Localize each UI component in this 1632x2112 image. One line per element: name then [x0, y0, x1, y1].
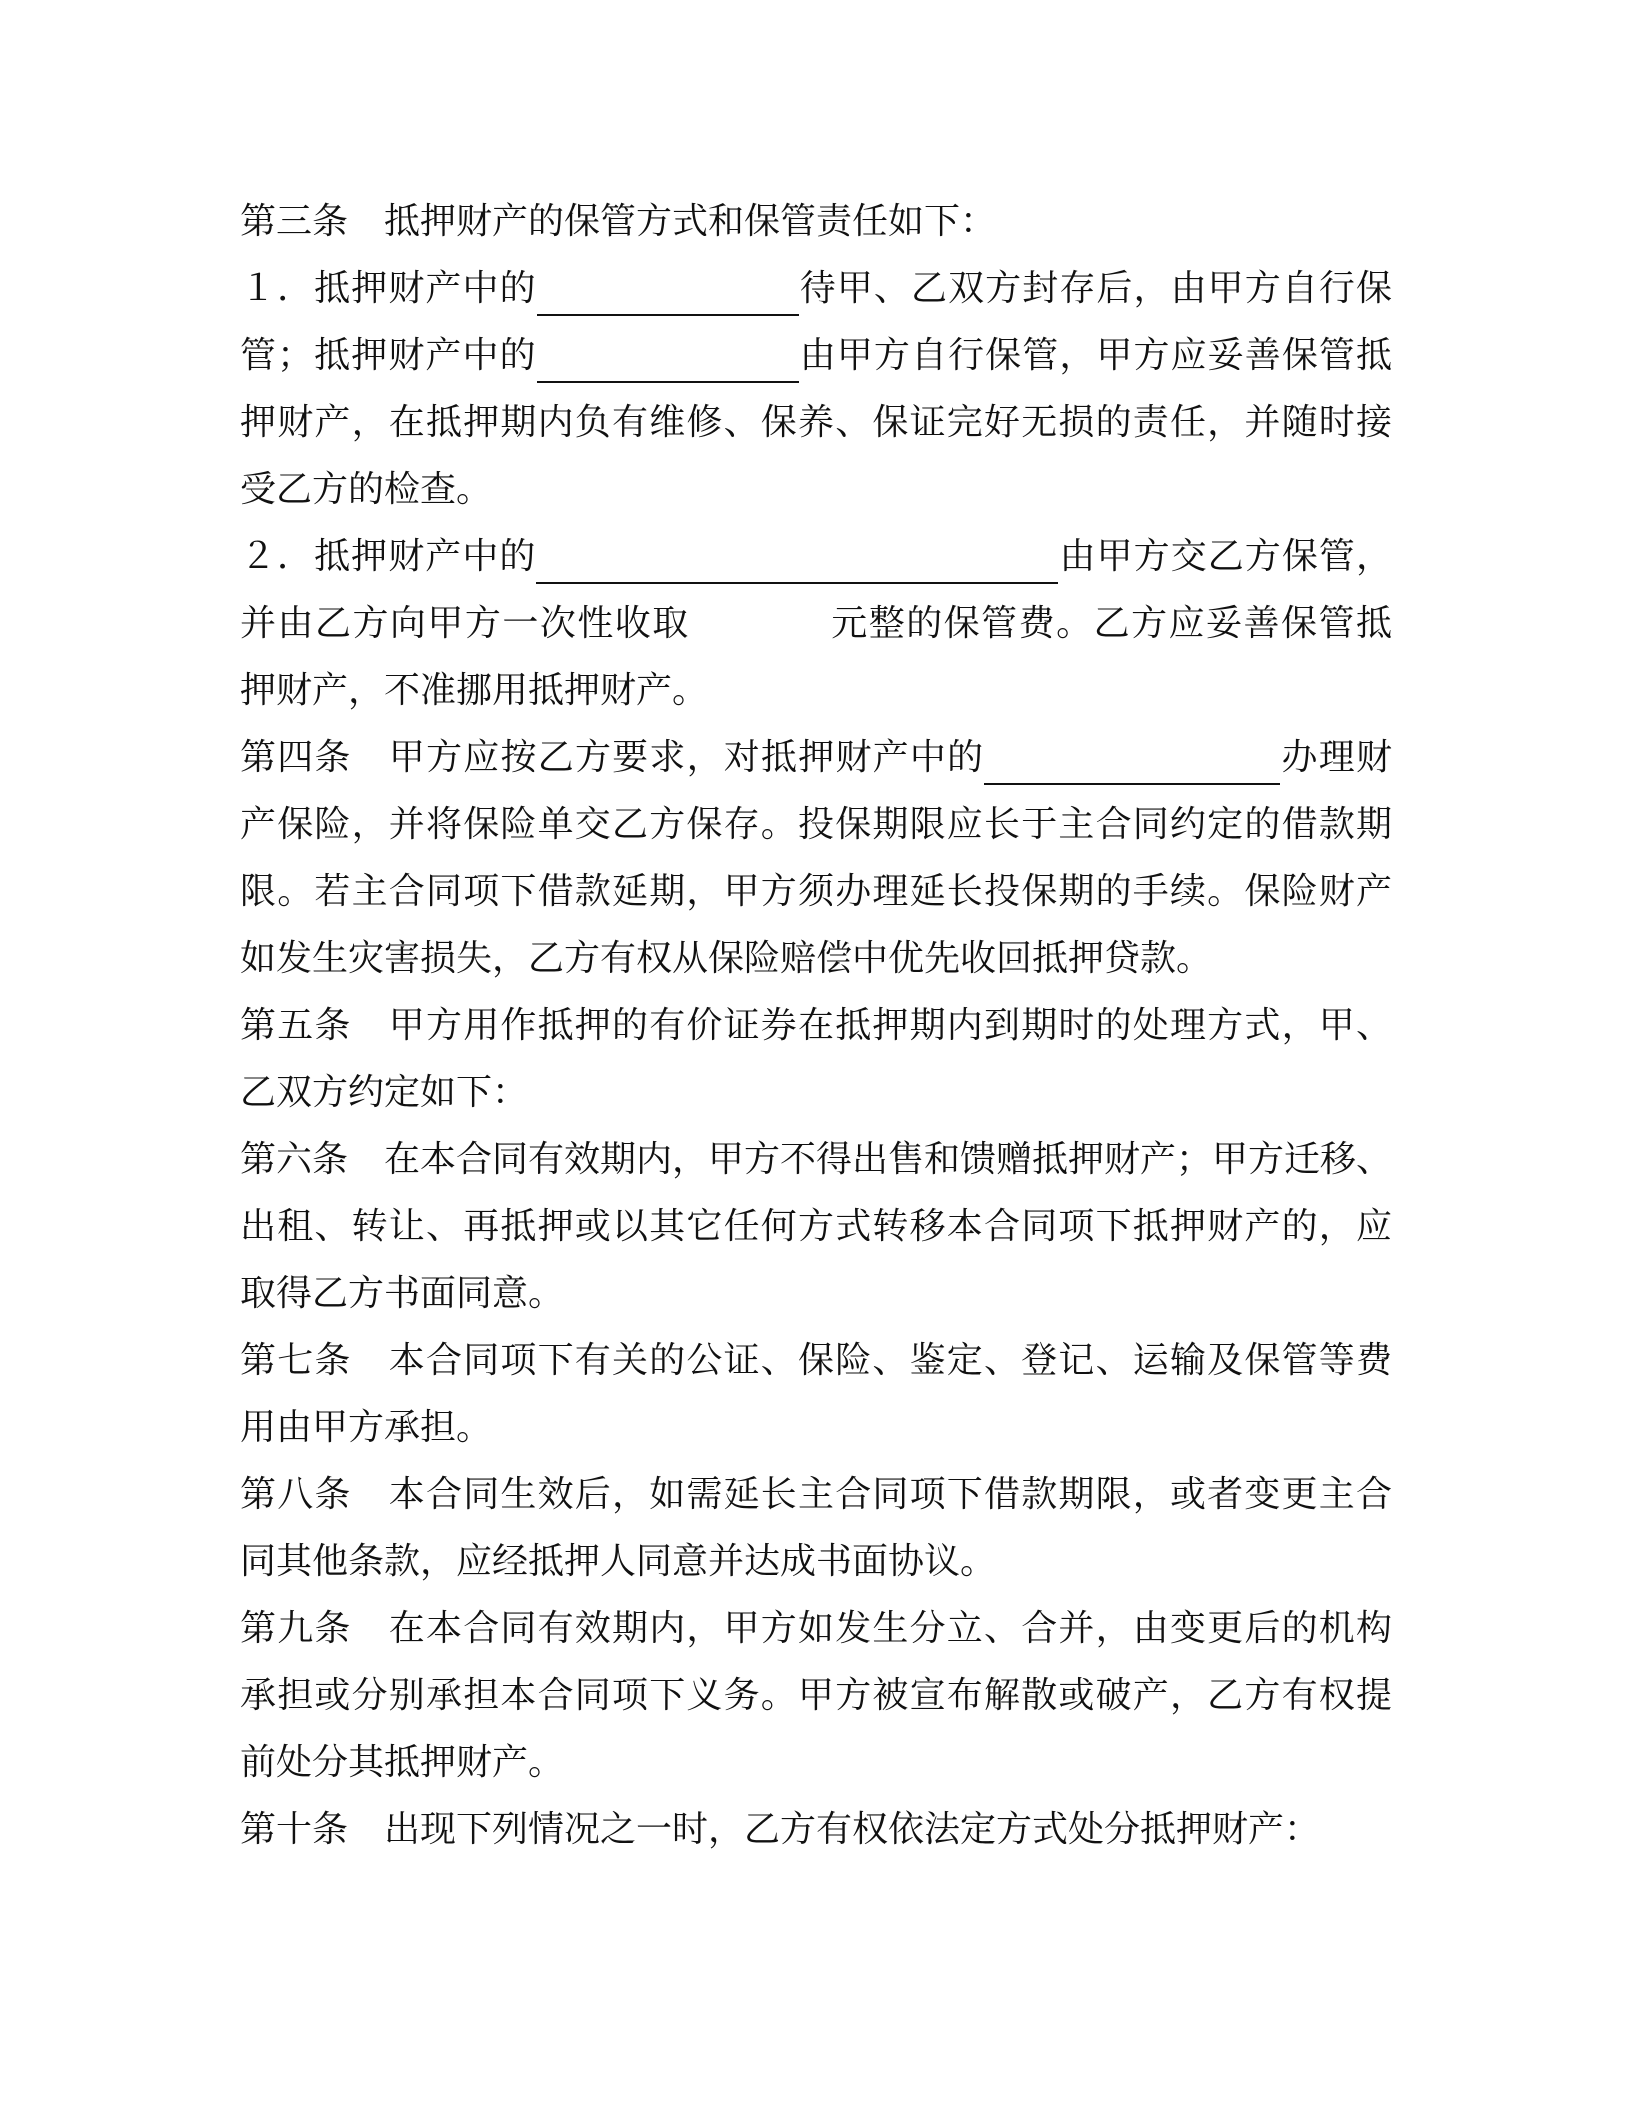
- article-6-title: 第六条: [240, 1139, 349, 1180]
- fill-in-blank[interactable]: [984, 731, 1280, 785]
- article-3-line-4: [240, 389, 1392, 456]
- article-9-text-a: 在本合同有效期内，甲方如发生分立、合并，由变更后的机构: [387, 1608, 1392, 1649]
- article-9-text-c: 前处分其抵押财产。: [240, 1742, 565, 1783]
- fill-in-blank[interactable]: [537, 329, 799, 383]
- article-3-clause-2-cont-3: 元整的保管费。乙方应妥善保管抵: [829, 603, 1392, 644]
- article-6-text-a: 在本合同有效期内，甲方不得出售和馈赠抵押财产；甲方迁移、: [384, 1139, 1392, 1180]
- article-5-line-2: [240, 1059, 1392, 1126]
- article-4-line-1: [240, 724, 1392, 791]
- article-8-line-1: [240, 1461, 1392, 1528]
- article-3-line-3: [240, 322, 1392, 389]
- article-3-text: 抵押财产的保管方式和保管责任如下：: [384, 201, 997, 242]
- article-4-text-b: 办理财: [1280, 737, 1392, 778]
- article-10-line-1: [240, 1796, 1392, 1863]
- article-8-text-b: 同其他条款，应经抵押人同意并达成书面协议。: [240, 1541, 997, 1582]
- article-3-line-7: [240, 590, 1392, 657]
- article-4-text-e: 如发生灾害损失，乙方有权从保险赔偿中优先收回抵押贷款。: [240, 938, 1213, 979]
- article-6-line-3: [240, 1260, 1392, 1327]
- article-3-clause-1-end: 受乙方的检查。: [240, 469, 493, 510]
- article-10-title: 第十条: [240, 1809, 349, 1850]
- article-3-clause-2-end: 押财产，不准挪用抵押财产。: [240, 670, 709, 711]
- article-9-title: 第九条: [240, 1608, 352, 1649]
- fill-in-blank[interactable]: [537, 262, 799, 316]
- article-5-title: 第五条: [240, 1005, 352, 1046]
- article-6-text-c: 取得乙方书面同意。: [240, 1273, 565, 1314]
- fill-in-blank[interactable]: [536, 530, 1058, 584]
- article-9-line-2: [240, 1662, 1392, 1729]
- article-3-line-6: [240, 523, 1392, 590]
- article-3-line-5: [240, 456, 1392, 523]
- article-9-line-1: [240, 1595, 1392, 1662]
- article-4-line-2: [240, 791, 1392, 858]
- article-4-title: 第四条: [240, 737, 352, 778]
- contract-page: [240, 188, 1392, 1863]
- article-4-text-c: 产保险，并将保险单交乙方保存。投保期限应长于主合同约定的借款期: [240, 804, 1392, 845]
- article-3-line-8: [240, 657, 1392, 724]
- article-6-line-1: [240, 1126, 1392, 1193]
- article-3-clause-2-start: ２．抵押财产中的: [240, 536, 537, 577]
- article-7-text-b: 用由甲方承担。: [240, 1407, 493, 1448]
- article-4-line-4: [240, 925, 1392, 992]
- article-8-title: 第八条: [240, 1474, 352, 1515]
- article-3-clause-2-cont: 由甲方交乙方保管，: [1058, 536, 1392, 577]
- article-8-line-2: [240, 1528, 1392, 1595]
- article-5-line-1: [240, 992, 1392, 1059]
- article-3-clause-1-start: １．抵押财产中的: [240, 268, 537, 309]
- article-10-text-a: 出现下列情况之一时，乙方有权依法定方式处分抵押财产：: [384, 1809, 1321, 1850]
- article-9-text-b: 承担或分别承担本合同项下义务。甲方被宣布解散或破产，乙方有权提: [240, 1675, 1392, 1716]
- article-7-line-1: [240, 1327, 1392, 1394]
- article-8-text-a: 本合同生效后，如需延长主合同项下借款期限，或者变更主合: [387, 1474, 1392, 1515]
- article-6-text-b: 出租、转让、再抵押或以其它任何方式转移本合同项下抵押财产的，应: [240, 1206, 1392, 1247]
- article-3-clause-1-cont-2: 管；抵押财产中的: [240, 335, 537, 376]
- article-3-clause-1-cont-3: 由甲方自行保管，甲方应妥善保管抵: [798, 335, 1392, 376]
- article-7-line-2: [240, 1394, 1392, 1461]
- article-3-clause-1-cont: 待甲、乙双方封存后，由甲方自行保: [798, 268, 1392, 309]
- article-5-text-b: 乙双方约定如下：: [240, 1072, 529, 1113]
- article-9-line-3: [240, 1729, 1392, 1796]
- article-5-text-a: 甲方用作抵押的有价证券在抵押期内到期时的处理方式，甲、: [387, 1005, 1392, 1046]
- article-7-text-a: 本合同项下有关的公证、保险、鉴定、登记、运输及保管等费: [387, 1340, 1392, 1381]
- article-4-line-3: [240, 858, 1392, 925]
- article-4-text-a: 甲方应按乙方要求，对抵押财产中的: [387, 737, 985, 778]
- article-3-clause-2-cont-2: 并由乙方向甲方一次性收取: [240, 603, 690, 644]
- article-7-title: 第七条: [240, 1340, 352, 1381]
- article-3-title: 第三条: [240, 201, 349, 242]
- article-6-line-2: [240, 1193, 1392, 1260]
- article-3-line-2: [240, 255, 1392, 322]
- amount-gap[interactable]: [690, 634, 830, 635]
- article-4-text-d: 限。若主合同项下借款延期，甲方须办理延长投保期的手续。保险财产: [240, 871, 1392, 912]
- article-3-clause-1-cont-4: 押财产，在抵押期内负有维修、保养、保证完好无损的责任，并随时接: [240, 402, 1392, 443]
- article-3-heading-line: [240, 188, 1392, 255]
